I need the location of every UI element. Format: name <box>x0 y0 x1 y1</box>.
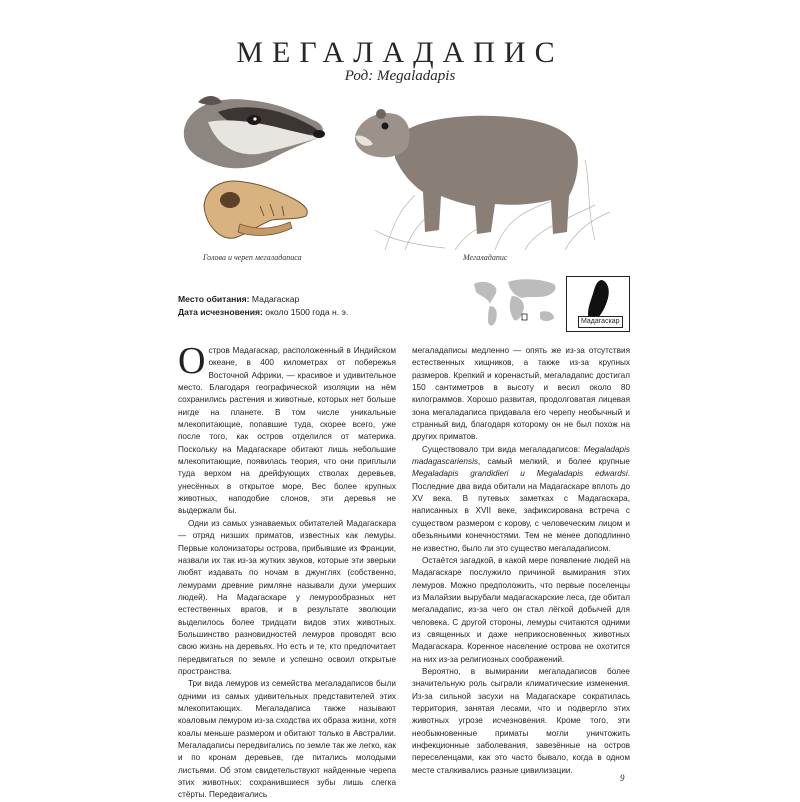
paragraph <box>412 444 630 555</box>
megaladapis-skull-illustration <box>200 176 312 246</box>
article-body <box>178 340 631 800</box>
extinction-row <box>178 306 348 319</box>
paragraph-text: Существовало три вида мегаладаписов: <box>422 444 584 454</box>
extinction-label: Дата исчезновения: <box>178 306 263 317</box>
world-map <box>470 276 562 332</box>
paragraph-text: . Последние два вида обитали на Мадагаскаре вплоть до XV века. В путевых заметках с Мадагаскара, написанных в XVII веке, зафиксирована встреча с существом размером с корову, с человеческим лицом и обезьяньими конечностями. Тем не менее доподлинно не известно, было ли это существо мегаладаписом. <box>412 469 631 553</box>
column-left <box>178 340 397 802</box>
species-name: Megaladapis grandidieri <box>412 469 509 479</box>
paragraph-text: , самый мелкий, и более крупные <box>478 457 630 467</box>
facts-block <box>178 293 348 318</box>
paragraph: Остаётся загадкой, в какой мере появление людей на Мадагаскаре послужило причиной вымирания этих лемуров. Можно предположить, что первые поселенцы из Малайзии вырубали мадагаскарские леса, где обитал мегаладапис, из-за чего он стал лёгкой добычей для человека. С другой стороны, лемуры считаются одними из священных и даже неприкосновенных животных Мадагаскара. Коренное население острова не охотится на них из-за религиозных соображений. <box>412 555 630 664</box>
megaladapis-head-illustration <box>178 92 328 174</box>
paragraph: Три вида лемуров из семейства мегаладаписов были одними из самых удивительных представителей этих млекопитающих. Мегаладаписа также называют коаловым лемуром из-за сходства их образа жизни, хотя коалы меньше размером и обитают только в Австралии. Мегаладаписы передвигались по земле так же легко, как и по кронам деревьев, где питались молодыми листьями. Об этом свидетельствуют найденные черепа этих животных: сохранившиеся зубы лишь слегка стёрты. Передвигались <box>178 679 397 800</box>
extinction-value: около 1500 года н. э. <box>265 306 349 317</box>
paragraph: Вероятно, в вымирании мегаладаписов более значительную роль сыграли климатические изменения. Из-за сильной засухи на Мадагаскаре сократилась территория, занятая лесами, что и подвергло этих животных угрозе исчезновения. Кроме того, эти необыкновенные приматы могли уничтожить инфекционные заболевания, завезённые на остров переселенцами, как это часто бывало, когда в одном месте сталкивались разные цивилизации. <box>412 666 630 775</box>
page-number: 9 <box>620 773 625 783</box>
page-title: МЕГАЛАДАПИС <box>236 36 564 69</box>
column-right <box>412 345 630 777</box>
paragraph: мегаладаписы медленно — опять же из-за отсутствия естественных хищников, а также из-за крупных размеров. Крепкий и коренастый, мегаладапис достигал 150 сантиметров в высоту и весил около 80 килограммов. Хорошо развитая, продолговатая лицевая зона мегаладаписа придавала его черепу необычный и странный вид, благодаря которому он не был похож на других приматов. <box>412 346 630 442</box>
paragraph <box>178 340 396 518</box>
animal-caption: Мегаладапис <box>463 253 508 262</box>
paragraph: Одни из самых узнаваемых обитателей Мадагаскара — отряд низших приматов, известных как лемуры. Первые колонизаторы острова, прибывшие из Франции, назвали их так из-за жутких звуков, которые эти зверьки любят издавать по ночам в джунглях (собственно, лемурами древние римляне называли духи умерших людей). На Мадагаскаре у лемурообразных нет естественных врагов, и в результате эволюции выделилось более тридцати видов этих животных. Большинство разновидностей лемуров проводят всю свою жизнь на деревьях. Но есть и те, кто предпочитает передвигаться по земле и успешно освоил открытые пространства. <box>178 518 396 676</box>
species-name: Megaladapis madagascariensis <box>412 444 630 467</box>
habitat-value: Мадагаскар <box>251 294 300 304</box>
paragraph-text: стров Мадагаскар, расположенный в Индийском океане, в 400 километрах от побережья Восточной Африки, — красивое и удивительное место. Благодаря географической изоляции на нём сохранились растения и животные, которых нет больше нигде на планете. В том числе уникальные млекопитающие, попавшие туда, скорее всего, уже после того, как остров отделился от материка. Поскольку на Мадагаскаре обитают лишь небольшие млекопитающие, появилась теория, что они приплыли туда верхом на дрейфующих стволах деревьев, унесённых в открытое море. Вес более крупных животных, наподобие слонов, эти деревья не выдержали бы. <box>178 346 396 516</box>
madagascar-map-label: Мадагаскар <box>578 316 623 328</box>
megaladapis-animal-illustration <box>355 100 615 250</box>
head-skull-caption: Голова и череп мегаладаписа <box>203 253 302 262</box>
habitat-row <box>178 293 348 306</box>
species-name: Megaladapis edwardsi <box>536 469 628 479</box>
genus-subtitle: Род: Megaladapis <box>344 68 456 84</box>
habitat-label: Место обитания: <box>178 294 250 304</box>
location-maps <box>470 276 630 332</box>
drop-cap: О <box>178 340 206 382</box>
species-joiner: и <box>508 469 537 479</box>
